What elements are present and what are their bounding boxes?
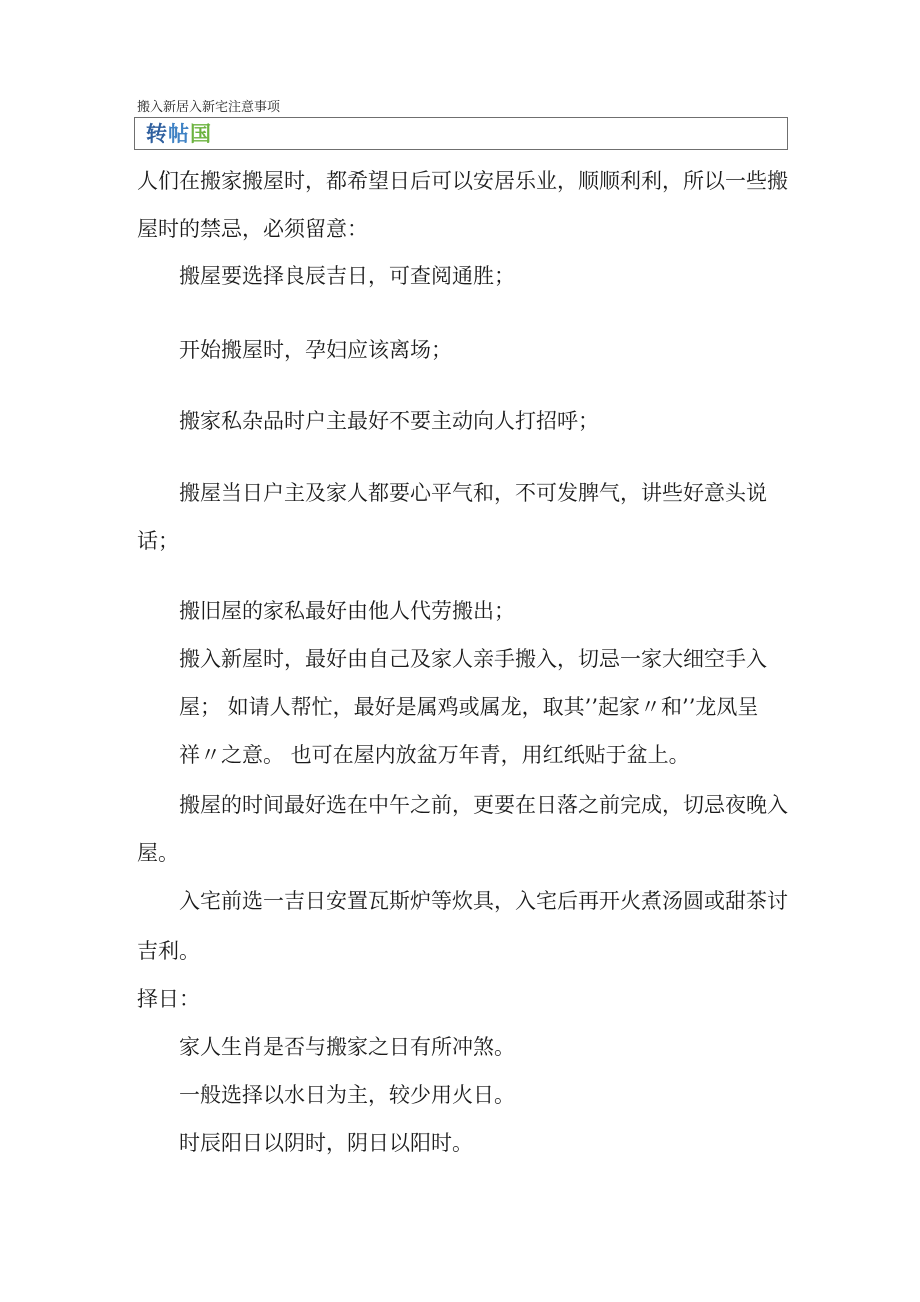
section-heading: 择日： xyxy=(137,987,200,1011)
logo-char-1: 转 xyxy=(146,122,168,146)
paragraph-line: 入宅前选一吉日安置瓦斯炉等炊具，入宅后再开火煮汤圆或甜茶讨 xyxy=(179,889,788,913)
paragraph-line: 家人生肖是否与搬家之日有所冲煞。 xyxy=(179,1035,515,1059)
paragraph-line: 搬旧屋的家私最好由他人代劳搬出； xyxy=(179,599,515,623)
paragraph-line: 吉利。 xyxy=(137,939,200,963)
paragraph-line: 开始搬屋时，孕妇应该离场； xyxy=(179,338,452,362)
paragraph-line: 屋； 如请人帮忙，最好是属鸡或属龙，取其’’起家〃和’’龙凤呈 xyxy=(179,695,759,719)
paragraph-line: 搬屋的时间最好选在中午之前，更要在日落之前完成，切忌夜晚入 xyxy=(179,793,788,817)
logo-char-3: 国 xyxy=(190,122,212,146)
paragraph-line: 一般选择以水日为主，较少用火日。 xyxy=(179,1083,515,1107)
paragraph-line: 搬家私杂品时户主最好不要主动向人打招呼； xyxy=(179,409,599,433)
logo xyxy=(146,121,212,147)
header-logo-box xyxy=(134,117,788,150)
paragraph-line: 时辰阳日以阴时，阴日以阳时。 xyxy=(179,1131,473,1155)
paragraph-line: 人们在搬家搬屋时，都希望日后可以安居乐业，顺顺利利，所以一些搬 xyxy=(137,169,788,193)
paragraph-line: 搬屋当日户主及家人都要心平气和，不可发脾气，讲些好意头说 xyxy=(179,481,767,505)
paragraph-line: 屋时的禁忌，必须留意： xyxy=(137,217,368,241)
paragraph-line: 屋。 xyxy=(137,841,179,865)
paragraph-line: 搬入新屋时，最好由自己及家人亲手搬入，切忌一家大细空手入 xyxy=(179,647,767,671)
paragraph-line: 祥〃之意。 也可在屋内放盆万年青，用红纸贴于盆上。 xyxy=(179,743,690,767)
paragraph-line: 搬屋要选择良辰吉日，可查阅通胜； xyxy=(179,264,515,288)
paragraph-line: 话； xyxy=(137,529,179,553)
logo-char-2: 帖 xyxy=(168,122,190,146)
document-title: 搬入新居入新宅注意事项 xyxy=(137,100,281,115)
